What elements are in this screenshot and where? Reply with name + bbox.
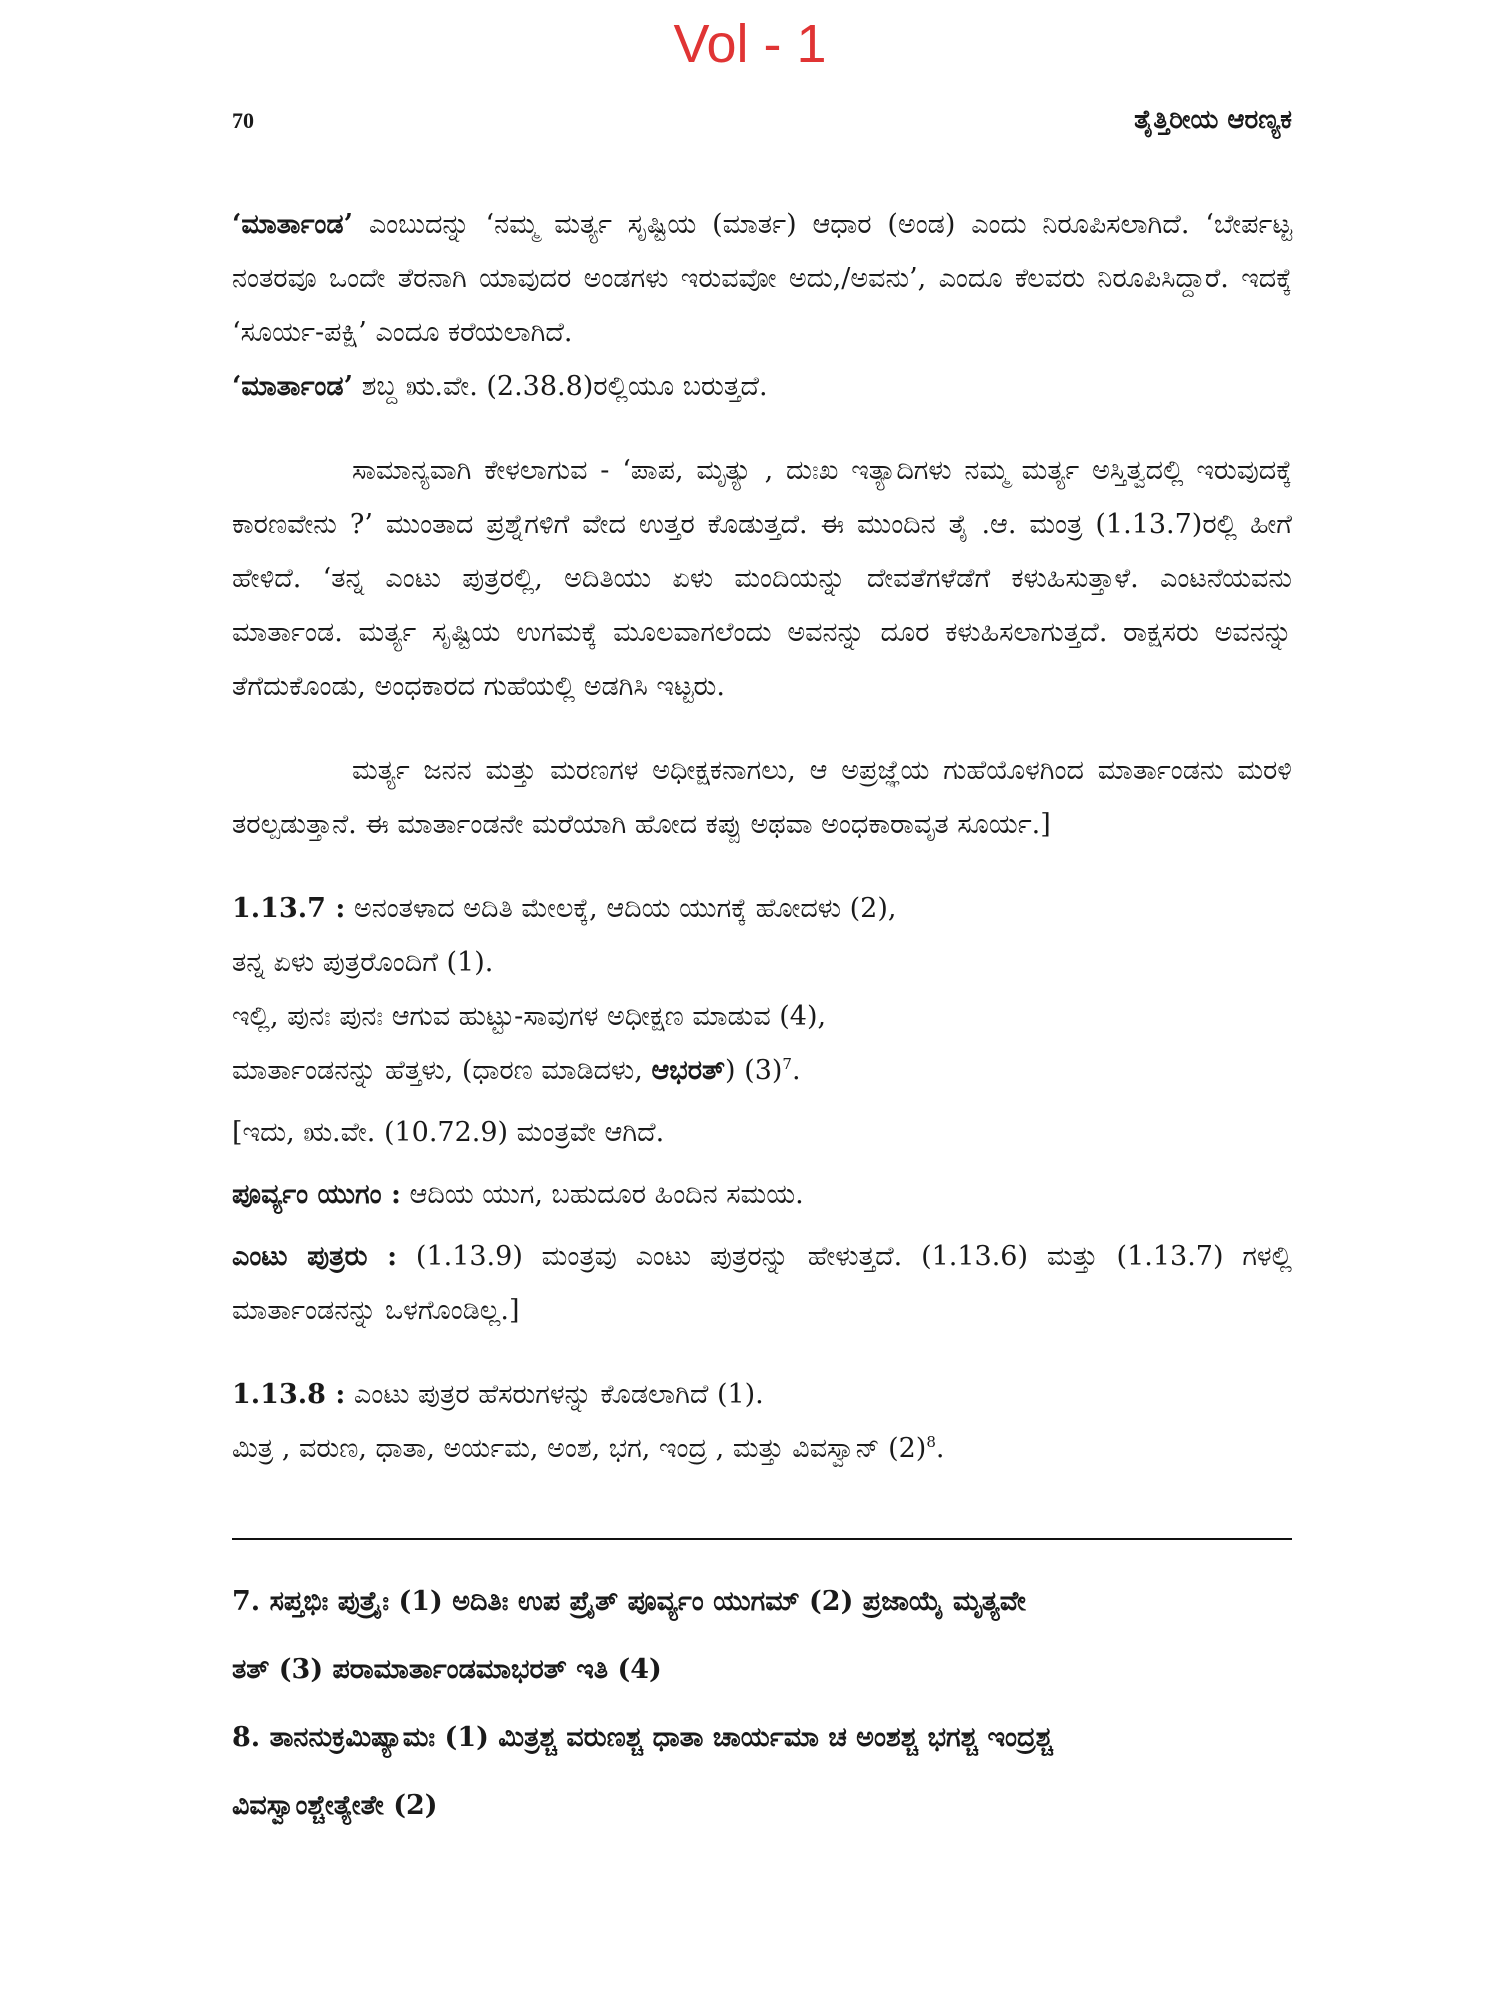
book-title: ತೈತ್ತಿರೀಯ ಆರಣ್ಯಕ: [1134, 105, 1292, 135]
gloss-term: ಎಂಟು ಪುತ್ರರು :: [232, 1241, 398, 1272]
footnote-8-line-1: 8. ತಾನನುಕ್ರಮಿಷ್ಯಾಮಃ (1) ಮಿತ್ರಶ್ಚ ವರುಣಶ್ಚ ಧಾತಾ ಚಾರ್ಯಮಾ ಚ ಅಂಶಶ್ಚ ಭಗಶ್ಚ ಇಂದ್ರಶ್ಚ: [232, 1722, 1054, 1753]
footnote-8-line-2: ವಿವಸ್ವಾಂಶ್ಚೇತ್ಯೇತೇ (2): [232, 1790, 438, 1821]
verse-text: ಅನಂತಳಾದ ಅದಿತಿ ಮೇಲಕ್ಕೆ, ಆದಿಯ ಯುಗಕ್ಕೆ ಹೋದಳು (2),: [345, 893, 897, 924]
verse-line: [232, 1368, 1292, 1422]
paragraph-text: ಎಂಬುದನ್ನು ‘ನಮ್ಮ ಮರ್ತ್ಯ ಸೃಷ್ಟಿಯ (ಮಾರ್ತ) ಆಧಾರ (ಅಂಡ) ಎಂದು ನಿರೂಪಿಸಲಾಗಿದೆ. ‘ಬೇರ್ಪಟ್ಟ ನಂತರವೂ ಒಂದೇ ತೆರನಾಗಿ ಯಾವುದರ ಅಂಡಗಳು ಇರುವವೋ ಅದು,/ಅವನು’, ಎಂದೂ ಕೆಲವರು ನಿರೂಪಿಸಿದ್ದಾರೆ. ಇದಕ್ಕೆ ‘ಸೂರ್ಯ-ಪಕ್ಷಿ’ ಎಂದೂ ಕರೆಯಲಾಗಿದೆ.: [232, 209, 1292, 348]
volume-label: Vol - 1: [673, 14, 827, 74]
verse-line: [232, 1422, 1292, 1476]
verse-text: ಮಿತ್ರ , ವರುಣ, ಧಾತಾ, ಅರ್ಯಮ, ಅಂಶ, ಭಗ, ಇಂದ್ರ , ಮತ್ತು ವಿವಸ್ವಾನ್ (2): [232, 1433, 927, 1464]
verse-line: ತನ್ನ ಏಳು ಪುತ್ರರೊಂದಿಗೆ (1).: [232, 947, 494, 978]
verse-text: ) (3): [725, 1055, 783, 1086]
mantra-ref: 1.13.7 :: [232, 893, 346, 924]
gloss-entu-putraru: [232, 1230, 1292, 1338]
term-martanda: ‘ಮಾರ್ತಾಂಡ’: [232, 209, 353, 240]
term-martanda-2: ‘ಮಾರ್ತಾಂಡ’: [232, 371, 353, 402]
paragraph-text-line4: ಶಬ್ದ ಋ.ವೇ. (2.38.8)ರಲ್ಲಿಯೂ ಬರುತ್ತದೆ.: [353, 371, 768, 402]
footnote-7-line-1: 7. ಸಪ್ತಭಿಃ ಪುತ್ರೈಃ (1) ಅದಿತಿಃ ಉಪ ಪ್ರೈತ್ ಪೂರ್ವ್ಯಂ ಯುಗಮ್ (2) ಪ್ರಜಾಯೈ ಮೃತ್ಯವೇ: [232, 1586, 1026, 1617]
footnote-7-line-2: ತತ್ (3) ಪರಾಮಾರ್ತಾಂಡಮಾಭರತ್ ಇತಿ (4): [232, 1654, 662, 1685]
paragraph-martanda-definition: [232, 198, 1292, 414]
verse-text: .: [935, 1433, 945, 1464]
verse-text: ಮಾರ್ತಾಂಡನನ್ನು ಹೆತ್ತಳು, (ಧಾರಣ ಮಾಡಿದಳು,: [232, 1055, 652, 1086]
gloss-text: ಆದಿಯ ಯುಗ, ಬಹುದೂರ ಹಿಂದಿನ ಸಮಯ.: [400, 1179, 804, 1210]
verse-text: ಎಂಟು ಪುತ್ರರ ಹೆಸರುಗಳನ್ನು ಕೊಡಲಾಗಿದೆ (1).: [345, 1379, 764, 1410]
mantra-1-13-7: [232, 882, 1292, 1098]
paragraph-common-question: ಸಾಮಾನ್ಯವಾಗಿ ಕೇಳಲಾಗುವ - ‘ಪಾಪ, ಮೃತ್ಯು , ದುಃಖ ಇತ್ಯಾದಿಗಳು ನಮ್ಮ ಮರ್ತ್ಯ ಅಸ್ತಿತ್ವದಲ್ಲಿ ಇರುವುದಕ್ಕೆ ಕಾರಣವೇನು ?’ ಮುಂತಾದ ಪ್ರಶ್ನೆಗಳಿಗೆ ವೇದ ಉತ್ತರ ಕೊಡುತ್ತದೆ. ಈ ಮುಂದಿನ ತೈ .ಆ. ಮಂತ್ರ (1.13.7)ರಲ್ಲಿ ಹೀಗೆ ಹೇಳಿದೆ. ‘ತನ್ನ ಎಂಟು ಪುತ್ರರಲ್ಲಿ, ಅದಿತಿಯು ಏಳು ಮಂದಿಯನ್ನು ದೇವತೆಗಳೆಡೆಗೆ ಕಳುಹಿಸುತ್ತಾಳೆ. ಎಂಟನೆಯವನು ಮಾರ್ತಾಂಡ. ಮರ್ತ್ಯ ಸೃಷ್ಟಿಯ ಉಗಮಕ್ಕೆ ಮೂಲವಾಗಲೆಂದು ಅವನನ್ನು ದೂರ ಕಳುಹಿಸಲಾಗುತ್ತದೆ. ರಾಕ್ಷಸರು ಅವನನ್ನು ತೆಗೆದುಕೊಂಡು, ಅಂಧಕಾರದ ಗುಹೆಯಲ್ಲಿ ಅಡಗಿಸಿ ಇಟ್ಟರು.: [232, 455, 1292, 702]
footnote-ref-8: 8: [926, 1433, 936, 1451]
paragraph-mortal-birth: ಮರ್ತ್ಯ ಜನನ ಮತ್ತು ಮರಣಗಳ ಅಧೀಕ್ಷಕನಾಗಲು, ಆ ಅಪ್ರಜ್ಞೆಯ ಗುಹೆಯೊಳಗಿಂದ ಮಾರ್ತಾಂಡನು ಮರಳಿ ತರಲ್ಪಡುತ್ತಾನೆ. ಈ ಮಾರ್ತಾಂಡನೇ ಮರೆಯಾಗಿ ಹೋದ ಕಪ್ಪು ಅಥವಾ ಅಂಧಕಾರಾವೃತ ಸೂರ್ಯ.]: [232, 755, 1292, 840]
verse-text: .: [791, 1055, 801, 1086]
note-rigveda: [ಇದು, ಋ.ವೇ. (10.72.9) ಮಂತ್ರವೇ ಆಗಿದೆ.: [232, 1117, 665, 1148]
mantra-ref: 1.13.8 :: [232, 1379, 346, 1410]
footnotes: [232, 1568, 1292, 1840]
footnote-divider: [232, 1538, 1292, 1540]
gloss-term: ಪೂರ್ವ್ಯಂ ಯುಗಂ :: [232, 1179, 401, 1210]
verse-line: [232, 882, 1292, 936]
running-header: [232, 105, 1292, 136]
document-page: [232, 105, 1292, 1840]
gloss-purvyam-yugam: [232, 1168, 1292, 1222]
verse-line: ಇಲ್ಲಿ, ಪುನಃ ಪುನಃ ಆಗುವ ಹುಟ್ಟು-ಸಾವುಗಳ ಅಧೀಕ್ಷಣ ಮಾಡುವ (4),: [232, 1001, 827, 1032]
mantra-1-13-8: [232, 1368, 1292, 1476]
gloss-text: (1.13.9) ಮಂತ್ರವು ಎಂಟು ಪುತ್ರರನ್ನು ಹೇಳುತ್ತದೆ. (1.13.6) ಮತ್ತು (1.13.7) ಗಳಲ್ಲಿ ಮಾರ್ತಾಂಡನನ್ನು ಒಳಗೊಂಡಿಲ್ಲ.]: [232, 1241, 1292, 1326]
page-number: 70: [232, 108, 254, 133]
verse-line: [232, 1044, 1292, 1098]
footnote-ref-7: 7: [782, 1055, 792, 1073]
term-abharat: ಆಭರತ್: [651, 1055, 726, 1086]
